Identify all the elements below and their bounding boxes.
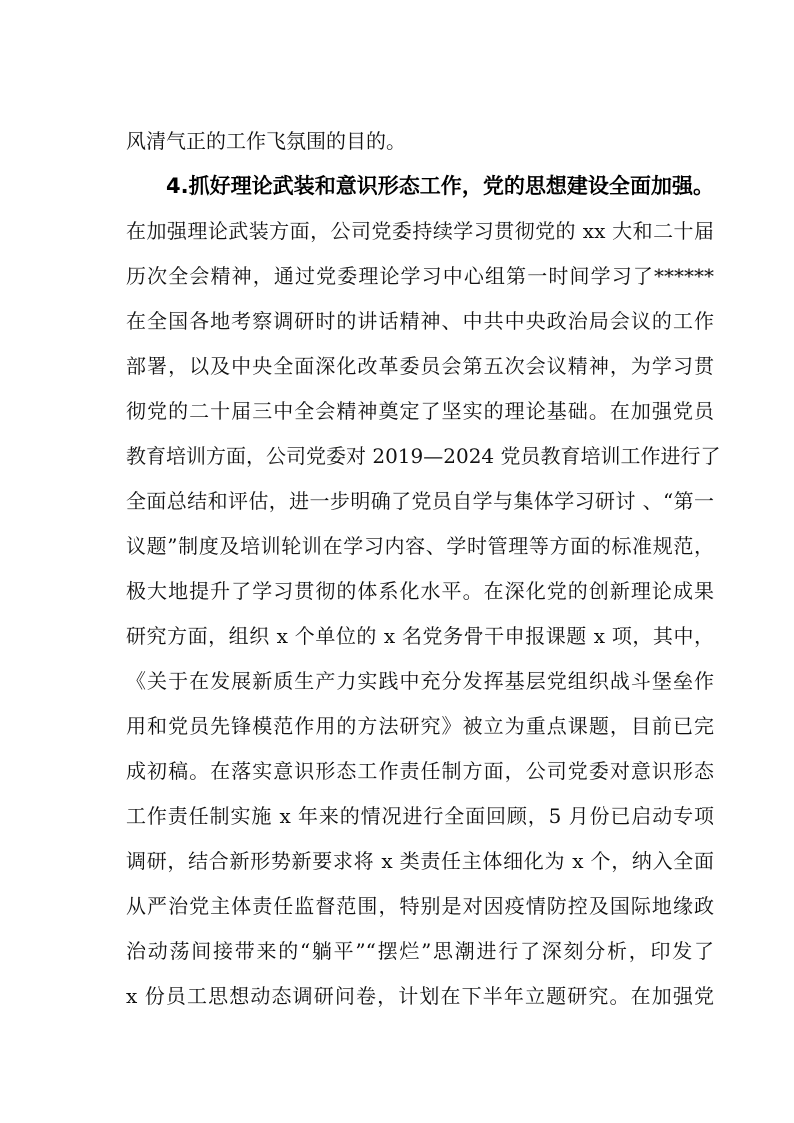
paragraph-line: x 份员工思想动态调研问卷，计划在下半年立题研究。在加强党 xyxy=(126,984,714,1008)
paragraph-line: 从严治党主体责任监督范围，特别是对因疫情防控及国际地缘政 xyxy=(126,894,714,918)
paragraph-line: 教育培训方面，公司党委对 2019—2024 党员教育培训工作进行了 xyxy=(126,444,721,468)
paragraph-line: 在全国各地考察调研时的讲话精神、中共中央政治局会议的工作 xyxy=(126,309,714,333)
paragraph-line: 彻党的二十届三中全会精神奠定了坚实的理论基础。在加强党员 xyxy=(126,399,714,423)
paragraph-line: 议题”制度及培训轮训在学习内容、学时管理等方面的标准规范， xyxy=(126,534,714,558)
paragraph-line: 调研，结合新形势新要求将 x 类责任主体细化为 x 个，纳入全面 xyxy=(126,849,714,873)
paragraph-line: 工作责任制实施 x 年来的情况进行全面回顾，5 月份已启动专项 xyxy=(126,804,714,828)
paragraph-line: 治动荡间接带来的“躺平”“摆烂”思潮进行了深刻分析，印发了 xyxy=(126,939,714,963)
paragraph-line: 《关于在发展新质生产力实践中充分发挥基层党组织战斗堡垒作 xyxy=(126,669,714,693)
paragraph-line: 风清气正的工作飞氛围的目的。 xyxy=(126,129,406,153)
paragraph-line: 成初稿。在落实意识形态工作责任制方面，公司党委对意识形态 xyxy=(126,759,714,783)
section-heading: 4.抓好理论武装和意识形态工作，党的思想建设全面加强。 xyxy=(166,174,714,198)
paragraph-line: 部署，以及中央全面深化改革委员会第五次会议精神，为学习贯 xyxy=(126,354,714,378)
paragraph-line: 全面总结和评估，进一步明确了党员自学与集体学习研讨 、“第一 xyxy=(126,489,714,513)
paragraph-line: 极大地提升了学习贯彻的体系化水平。在深化党的创新理论成果 xyxy=(126,579,714,603)
paragraph-line: 研究方面，组织 x 个单位的 x 名党务骨干申报课题 x 项，其中， xyxy=(126,624,714,648)
paragraph-line: 用和党员先锋模范作用的方法研究》被立为重点课题，目前已完 xyxy=(126,714,714,738)
paragraph-line: 在加强理论武装方面，公司党委持续学习贯彻党的 xx 大和二十届 xyxy=(126,219,714,243)
paragraph-line: 历次全会精神，通过党委理论学习中心组第一时间学习了****** xyxy=(126,264,714,288)
